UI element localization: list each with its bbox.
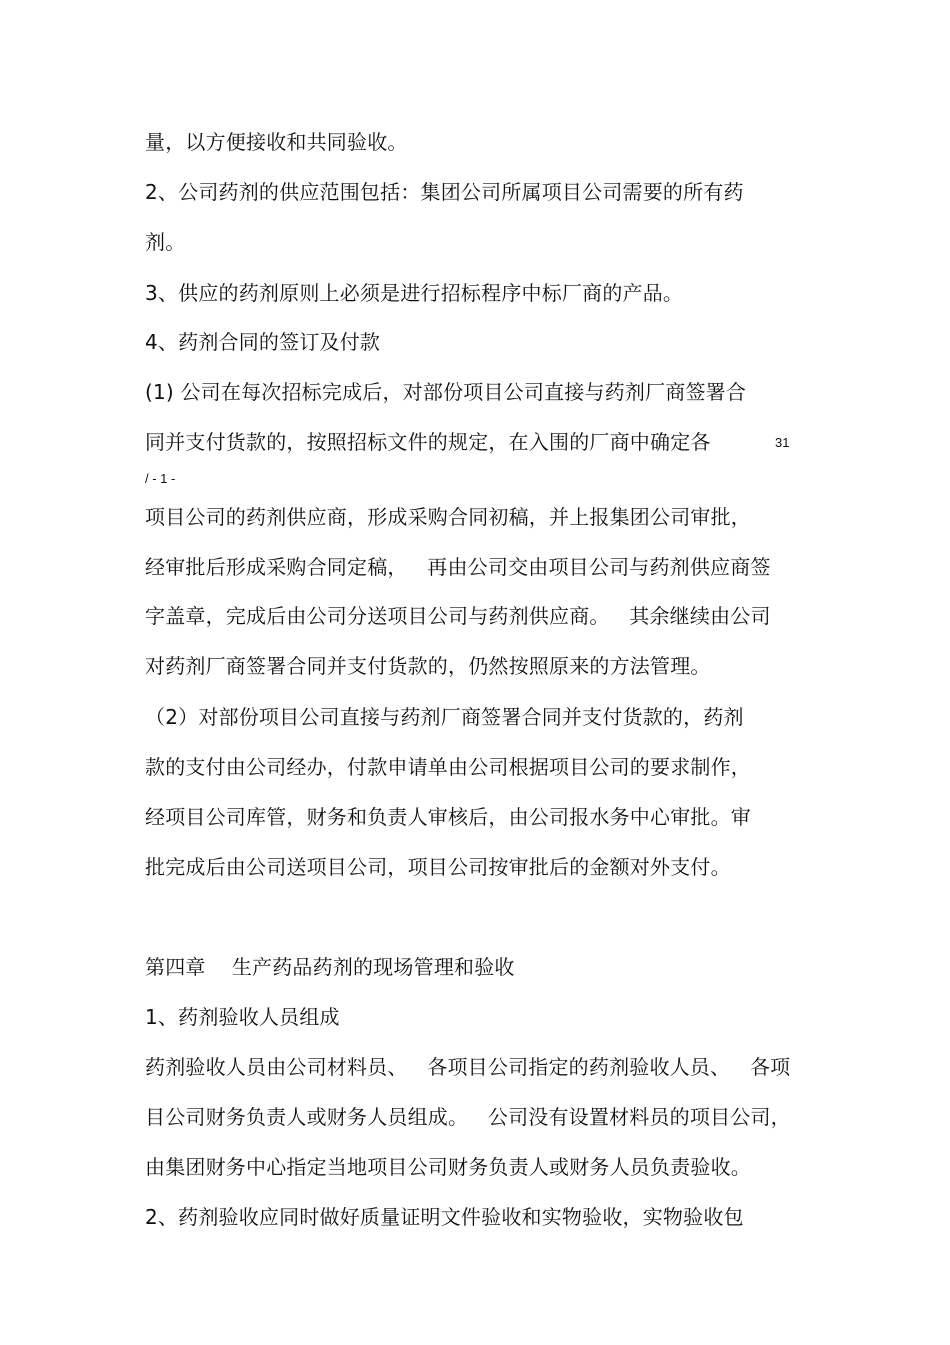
text-line: 字盖章，完成后由公司分送项目公司与药剂供应商。 其余继续由公司 [145, 604, 771, 628]
text-line: (1) 公司在每次招标完成后，对部份项目公司直接与药剂厂商签署合 [145, 380, 747, 404]
side-number: 31 [775, 435, 790, 450]
text-line: 对药剂厂商签署合同并支付货款的，仍然按照原来的方法管理。 [145, 654, 711, 678]
text-line: 剂。 [145, 230, 186, 254]
text-line: 4、药剂合同的签订及付款 [145, 330, 381, 354]
text-line: 3、供应的药剂原则上必须是进行招标程序中标厂商的产品。 [145, 281, 684, 305]
text-line: 款的支付由公司经办，付款申请单由公司根据项目公司的要求制作， [145, 755, 751, 779]
text-line: 量，以方便接收和共同验收。 [145, 130, 408, 154]
text-line: （2）对部份项目公司直接与药剂厂商签署合同并支付货款的，药剂 [145, 705, 744, 729]
text-line: 药剂验收人员由公司材料员、 各项目公司指定的药剂验收人员、 各项 [145, 1055, 791, 1079]
text-line: 由集团财务中心指定当地项目公司财务负责人或财务人员负责验收。 [145, 1155, 751, 1179]
text-line: 同并支付货款的，按照招标文件的规定，在入围的厂商中确定各 [145, 430, 711, 454]
page-marker: / - 1 - [145, 471, 176, 486]
text-line: 经审批后形成采购合同定稿， 再由公司交由项目公司与药剂供应商签 [145, 555, 771, 579]
text-line: 2、药剂验收应同时做好质量证明文件验收和实物验收，实物验收包 [145, 1205, 744, 1229]
text-line: 项目公司的药剂供应商，形成采购合同初稿，并上报集团公司审批， [145, 505, 751, 529]
chapter-heading: 第四章 生产药品药剂的现场管理和验收 [145, 955, 515, 979]
text-line: 批完成后由公司送项目公司，项目公司按审批后的金额对外支付。 [145, 855, 731, 879]
text-line: 1、药剂验收人员组成 [145, 1005, 340, 1029]
text-line: 2、公司药剂的供应范围包括：集团公司所属项目公司需要的所有药 [145, 180, 744, 204]
text-line: 经项目公司库管，财务和负责人审核后，由公司报水务中心审批。审 [145, 805, 751, 829]
text-line: 目公司财务负责人或财务人员组成。 公司没有设置材料员的项目公司， [145, 1105, 791, 1129]
